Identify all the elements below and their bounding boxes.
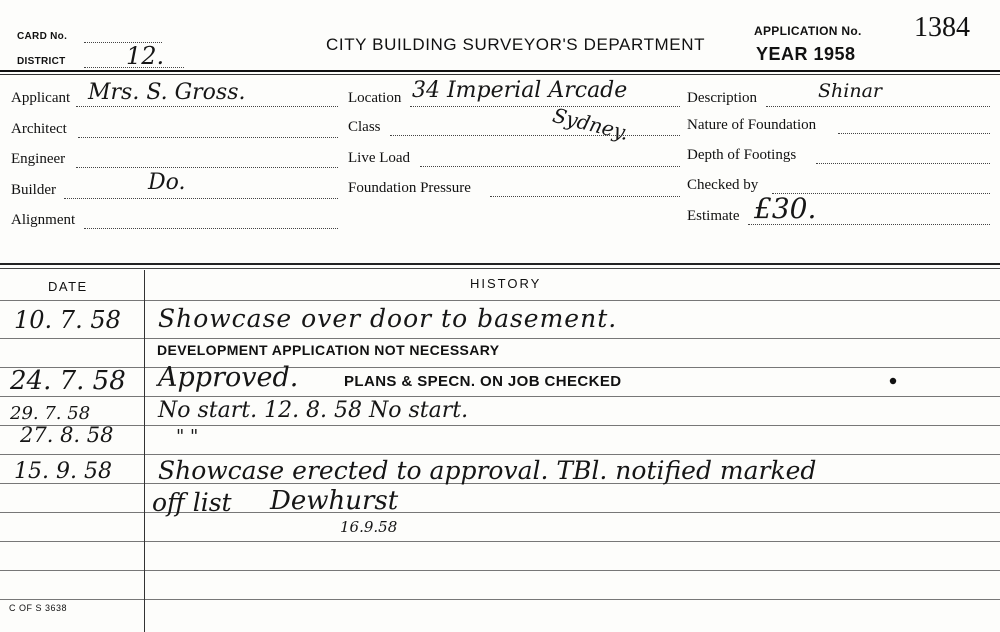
class-label: Class: [348, 119, 381, 135]
application-number: 1384: [914, 12, 970, 43]
header-rule: [0, 70, 1000, 72]
history-header: HISTORY: [470, 276, 542, 291]
district-label: DISTRICT: [17, 56, 66, 67]
depth-of-footings-label: Depth of Footings: [687, 147, 797, 163]
builder-line: [64, 198, 338, 199]
description-value: Shinar: [818, 80, 882, 102]
class-line: [390, 135, 680, 136]
location-line: [410, 106, 680, 107]
rule-line: [0, 512, 1000, 513]
alignment-label: Alignment: [11, 212, 76, 228]
rule-line: [0, 599, 1000, 600]
date-header: DATE: [48, 279, 88, 294]
card-no-value: 12.: [126, 42, 165, 70]
application-no-label: APPLICATION No.: [754, 24, 862, 38]
history-date: 10. 7. 58: [14, 306, 121, 334]
history-text: No start. 12. 8. 58 No start.: [158, 398, 469, 423]
depth-of-footings-line: [816, 163, 990, 164]
history-text: Approved.: [158, 362, 299, 393]
nature-of-foundation-line: [838, 133, 990, 134]
engineer-line: [76, 167, 338, 168]
rule-line: [0, 338, 1000, 339]
history-date: 15. 9. 58: [14, 459, 112, 484]
description-line: [766, 106, 990, 107]
history-text: Showcase erected to approval. TBl. notified marked: [158, 456, 817, 485]
rule-line: [0, 396, 1000, 397]
architect-line: [78, 137, 338, 138]
history-text: off list: [152, 488, 232, 517]
year-label: YEAR 1958: [756, 44, 856, 64]
plans-checked-stamp: PLANS & SPECN. ON JOB CHECKED: [344, 373, 622, 390]
department-title: CITY BUILDING SURVEYOR'S DEPARTMENT: [326, 35, 706, 54]
builder-label: Builder: [11, 182, 56, 198]
rule-line: [0, 454, 1000, 455]
live-load-label: Live Load: [348, 150, 411, 166]
engineer-label: Engineer: [11, 151, 66, 167]
foundation-pressure-label: Foundation Pressure: [348, 180, 471, 196]
alignment-line: [84, 228, 338, 229]
estimate-label: Estimate: [687, 208, 740, 224]
checked-by-label: Checked by: [687, 177, 759, 193]
history-date: 29. 7. 58: [10, 403, 91, 424]
rule-line: [0, 300, 1000, 301]
rule-line: [0, 570, 1000, 571]
history-text: Showcase over door to basement.: [158, 304, 618, 333]
date-column-divider: [144, 270, 145, 632]
applicant-label: Applicant: [11, 90, 71, 106]
estimate-value: £30.: [754, 192, 817, 225]
live-load-line: [420, 166, 680, 167]
history-text: " ": [176, 426, 199, 447]
section-rule-2: [0, 268, 1000, 269]
nature-of-foundation-label: Nature of Foundation: [687, 117, 817, 133]
form-code: C OF S 3638: [9, 603, 68, 613]
signature-date: 16.9.58: [340, 518, 398, 536]
section-rule: [0, 263, 1000, 265]
development-stamp: DEVELOPMENT APPLICATION NOT NECESSARY: [157, 342, 500, 358]
history-date: 27. 8. 58: [20, 423, 114, 447]
card-no-label: CARD No.: [17, 31, 68, 42]
location-label: Location: [348, 90, 402, 106]
builder-value: Do.: [148, 170, 186, 195]
location-value: 34 Imperial Arcade: [412, 78, 628, 103]
foundation-pressure-line: [490, 196, 680, 197]
rule-line: [0, 425, 1000, 426]
history-date: 24. 7. 58: [10, 366, 126, 396]
header-rule-2: [0, 74, 1000, 75]
description-label: Description: [687, 90, 757, 106]
rule-line: [0, 367, 1000, 368]
rule-line: [0, 541, 1000, 542]
class-value: Sydney.: [550, 102, 632, 146]
architect-label: Architect: [11, 121, 67, 137]
applicant-line: [76, 106, 338, 107]
signature: Dewhurst: [270, 486, 399, 516]
applicant-value: Mrs. S. Gross.: [88, 80, 246, 105]
